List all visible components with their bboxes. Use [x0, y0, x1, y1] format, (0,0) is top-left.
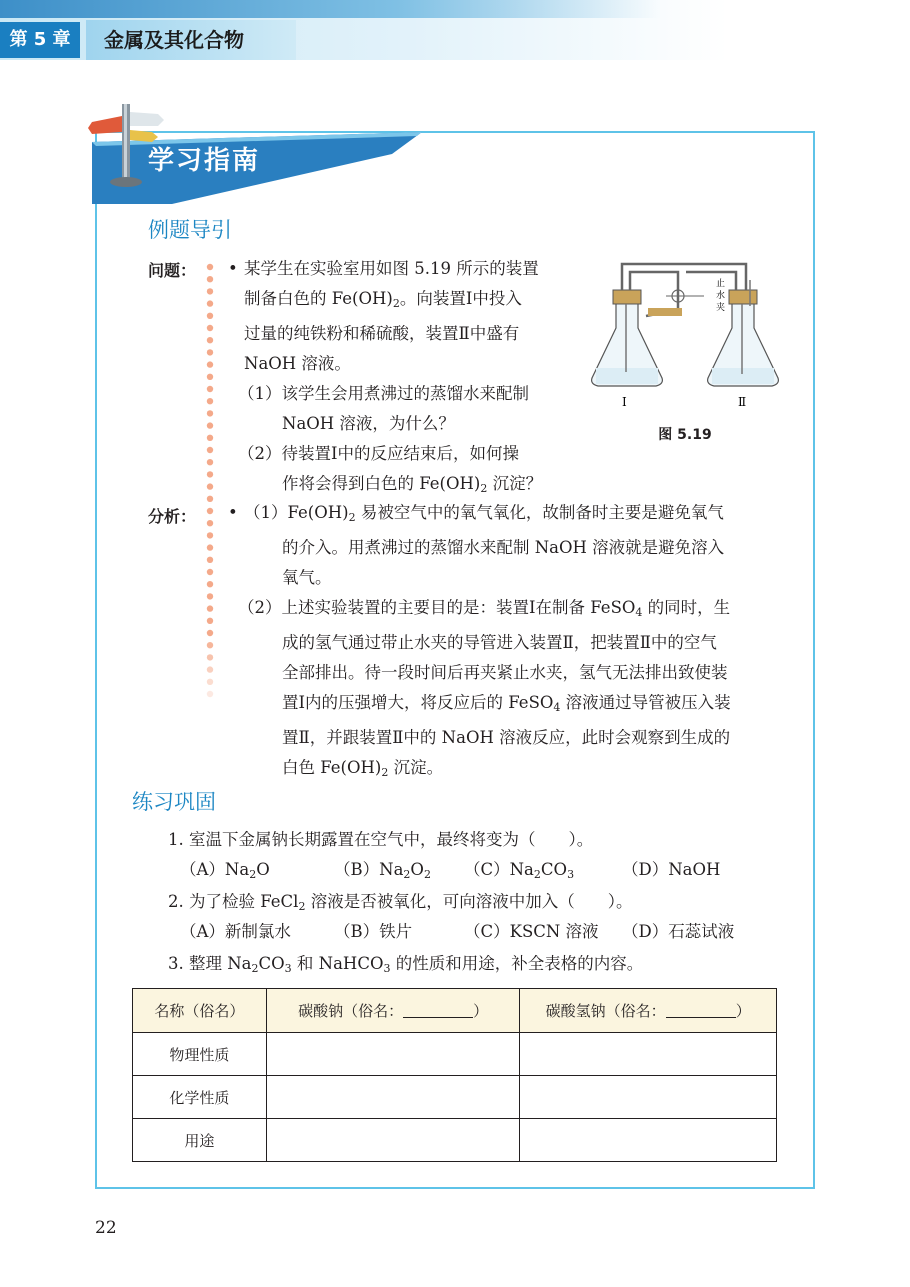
divider-dot — [207, 642, 213, 648]
question-text: • 某学生在实验室用如图 5.19 所示的装置 制备白色的 $Fe(OH)_2$。向装置Ⅰ中投入 过量的纯铁粉和稀硫酸，装置Ⅱ中盛有 NaOH 溶液。 （1）该学生会用煮沸过的蒸馏水来配制 NaOH 溶液，为什么？ （2）待装置Ⅰ中的反应结束后，如何操 作将会得到白色的 $Fe(OH)_2$ 沉淀？ — [228, 254, 578, 504]
answer-cell[interactable] — [266, 1033, 520, 1076]
chapter-number: 第 5 章 — [0, 22, 80, 58]
practice-question-3: 3. 整理 $Na_2CO_3$ 和 NaHCO$_3$ 的性质和用途，补全表格的内容。 — [168, 954, 644, 975]
divider-dot — [207, 300, 213, 306]
q1-option-a: $(A)Na_2O$ — [180, 860, 270, 881]
analysis-text: • $(1)Fe(OH)_2$ 易被空气中的氧气氧化，故制备时主要是避免氧气 的介入。用煮沸过的蒸馏水来配制 NaOH 溶液就是避免溶入 氧气。 （2）上述实验装置的主要目的是：装置Ⅰ在制备 FeSO$_4$ 的同时，生 成的氢气通过带止水夹的导管进入装置Ⅱ，把装置Ⅱ中的空气 全部排出。待一段时间后再夹紧止水夹，氢气无法排出致使装 置Ⅰ内的压强增大，将反应后的 FeSO$_4$ 溶液通过导管被压入装 置Ⅱ，并跟装置Ⅱ中的 NaOH 溶液反应，此时会观察到生成的 白色 $Fe(OH)_2$ 沉淀。 — [228, 498, 784, 788]
guide-title: 学习指南 — [148, 146, 261, 176]
analysis-label: 分析： — [148, 507, 197, 526]
divider-dot — [207, 337, 213, 343]
blank-field[interactable] — [666, 1001, 736, 1018]
practice-question-2: 2. 为了检验 FeCl$_2$ 溶液是否被氧化，可向溶液中加入（ ）。 — [168, 892, 633, 913]
header-strip — [0, 0, 660, 18]
divider-dot — [207, 508, 213, 514]
blank-field[interactable] — [403, 1001, 473, 1018]
bullet-icon: • — [228, 503, 238, 522]
q2-option-c: （C）KSCN 溶液 — [464, 922, 599, 941]
divider-dot — [207, 691, 213, 697]
q1-option-c: $(C)Na_2CO_3$ — [464, 860, 575, 881]
bullet-icon: • — [228, 259, 238, 278]
q2-option-d: （D）石蕊试液 — [622, 922, 735, 941]
divider-dot — [207, 325, 213, 331]
q2-option-b: （B）铁片 — [334, 922, 413, 941]
divider-dot — [207, 349, 213, 355]
divider-dot — [207, 288, 213, 294]
svg-text:夹: 夹 — [716, 303, 726, 313]
divider-dot — [207, 496, 213, 502]
figure-caption: 图 5.19 — [658, 427, 712, 443]
table-header-row — [133, 989, 777, 1033]
table-header-sodium-bicarbonate: 碳酸氢钠（俗名： ） — [520, 989, 777, 1033]
divider-dot — [207, 630, 213, 636]
table-header-name: 名称（俗名） — [133, 989, 267, 1033]
divider-dot — [207, 666, 213, 672]
comparison-table — [132, 988, 777, 1162]
answer-cell[interactable] — [266, 1076, 520, 1119]
divider-dot — [207, 483, 213, 489]
divider-dot — [207, 410, 213, 416]
row-label: 化学性质 — [133, 1076, 267, 1119]
practice-heading: 练习巩固 — [132, 790, 216, 814]
answer-cell[interactable] — [520, 1033, 777, 1076]
divider-dot — [207, 569, 213, 575]
divider-dot — [207, 679, 213, 685]
divider-dot — [207, 544, 213, 550]
divider-dot — [207, 471, 213, 477]
answer-cell[interactable] — [520, 1119, 777, 1162]
table-row — [133, 1119, 777, 1162]
divider-dot — [207, 459, 213, 465]
divider-dot — [207, 422, 213, 428]
example-heading: 例题导引 — [148, 218, 232, 242]
divider-dot — [207, 313, 213, 319]
svg-text:止: 止 — [716, 279, 726, 289]
svg-text:Ⅱ: Ⅱ — [738, 395, 747, 409]
svg-text:水: 水 — [716, 291, 726, 301]
divider-dot — [207, 276, 213, 282]
q2-option-a: （A）新制氯水 — [180, 922, 291, 941]
divider-dot — [207, 618, 213, 624]
divider-dot — [207, 605, 213, 611]
chapter-title: 金属及其化合物 — [86, 20, 296, 60]
divider-dot — [207, 435, 213, 441]
question-label: 问题： — [148, 261, 197, 280]
divider-dot — [207, 532, 213, 538]
divider-dot — [207, 361, 213, 367]
answer-cell[interactable] — [266, 1119, 520, 1162]
q1-option-b: $(B)Na_2O_2$ — [334, 860, 431, 881]
row-label: 物理性质 — [133, 1033, 267, 1076]
divider-dot — [207, 447, 213, 453]
divider-dot — [207, 264, 213, 270]
divider-dot — [207, 520, 213, 526]
divider-dot — [207, 654, 213, 660]
apparatus-diagram — [586, 250, 782, 420]
row-label: 用途 — [133, 1119, 267, 1162]
q1-option-d: （D）NaOH — [622, 860, 721, 879]
practice-question-1: 1. 室温下金属钠长期露置在空气中，最终将变为（ ）。 — [168, 830, 594, 849]
divider-dot — [207, 581, 213, 587]
divider-dot — [207, 374, 213, 380]
svg-text:Ⅰ: Ⅰ — [622, 395, 627, 409]
table-header-sodium-carbonate: 碳酸钠（俗名： ） — [266, 989, 520, 1033]
divider-dot — [207, 398, 213, 404]
table-row — [133, 1076, 777, 1119]
divider-dot — [207, 386, 213, 392]
divider-dot — [207, 593, 213, 599]
divider-dot — [207, 557, 213, 563]
page-number: 22 — [95, 1218, 117, 1238]
answer-cell[interactable] — [520, 1076, 777, 1119]
table-row — [133, 1033, 777, 1076]
dotted-divider — [205, 262, 215, 702]
